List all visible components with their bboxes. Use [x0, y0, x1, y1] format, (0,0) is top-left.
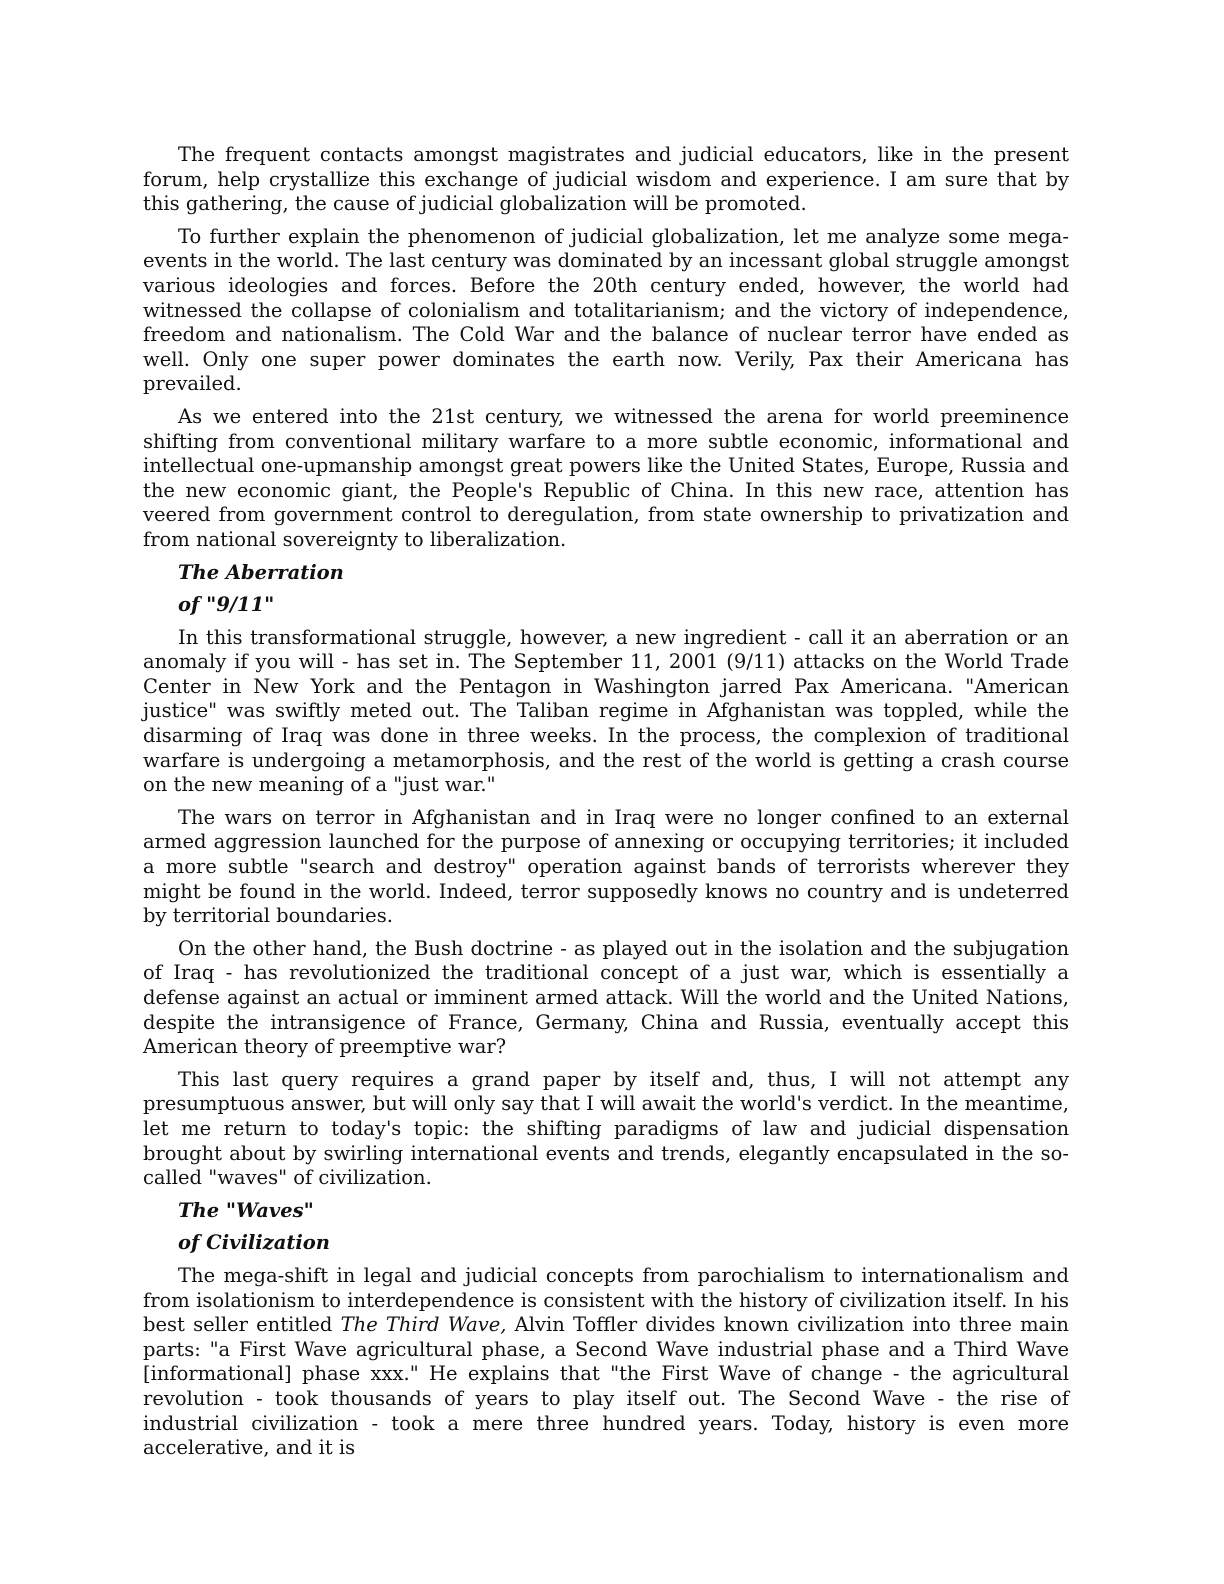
section-heading-waves-line1: The "Waves" — [178, 1198, 314, 1222]
section-heading-aberration-line1: The Aberration — [178, 560, 344, 584]
paragraph-21st-century: As we entered into the 21st century, we witnessed the arena for world preeminence shifting from conventional military warfare to a more subtle economic, informational and intellectual one-upmanship amongst great powers like the United States, Europe, Russia and the new economic giant, the People's Republic of China. In this new race, attention has veered from government control to deregulation, from state ownership to privatization and from national sovereignty to liberalization. — [143, 404, 1069, 551]
section-heading-aberration-line2: of "9/11" — [178, 593, 275, 617]
paragraph-judicial-contacts: The frequent contacts amongst magistrates and judicial educators, like in the present forum, help crystallize this exchange of judicial wisdom and experience. I am sure that by this gathering, the cause of judicial globalization will be promoted. — [143, 143, 1069, 216]
paragraph-bush-doctrine: On the other hand, the Bush doctrine - as played out in the isolation and the subjugation of Iraq - has revolutionized the traditional concept of a just war, which is essentially a defense against an actual or imminent armed attack. Will the world and the United Nations, despite the intransigence of France, Germany, China and Russia, eventually accept this American theory of preemptive war? — [143, 936, 1069, 1059]
paragraph-wars-on-terror: The wars on terror in Afghanistan and in Iraq were no longer confined to an external armed aggression launched for the purpose of annexing or occupying territories; it included a more subtle "search and destroy" operation against bands of terrorists wherever they might be found in the world. Indeed, terror supposedly knows no country and is undeterred by territorial boundaries. — [143, 805, 1069, 928]
book-title-third-wave: The Third Wave, — [340, 1313, 507, 1337]
section-heading-waves-line2: of Civilization — [178, 1231, 330, 1255]
section-heading-aberration — [178, 561, 1069, 618]
paragraph-mega-shift-text-start: The mega-shift in legal and judicial concepts from parochialism to internationalism and from isolationism to interdependence is consistent with the history of civilization itself. In his best seller entitled — [143, 1263, 1069, 1337]
paragraph-last-query: This last query requires a grand paper by itself and, thus, I will not attempt any presumptuous answer, but will only say that I will await the world's verdict. In the meantime, let me return to today's topic: the shifting paradigms of law and judicial dispensation brought about by swirling international events and trends, elegantly encapsulated in the so-called "waves" of civilization. — [143, 1067, 1069, 1190]
document-page — [143, 143, 1069, 1469]
paragraph-mega-shift-text-end: Alvin Toffler divides known civilization into three main parts: "a First Wave agricultural phase, a Second Wave industrial phase and a Third Wave [informational] phase xxx." He explains that "the First Wave of change - the agricultural revolution - took thousands of years to play itself out. The Second Wave - the rise of industrial civilization - took a mere three hundred years. Today, history is even more accelerative, and it is — [143, 1313, 1069, 1460]
section-heading-waves — [178, 1199, 1069, 1256]
paragraph-transformational-struggle: In this transformational struggle, however, a new ingredient - call it an aberration or an anomaly if you will - has set in. The September 11, 2001 (9/11) attacks on the World Trade Center in New York and the Pentagon in Washington jarred Pax Americana. "American justice" was swiftly meted out. The Taliban regime in Afghanistan was toppled, while the disarming of Iraq was done in three weeks. In the process, the complexion of traditional warfare is undergoing a metamorphosis, and the rest of the world is getting a crash course on the new meaning of a "just war." — [143, 625, 1069, 797]
paragraph-mega-events: To further explain the phenomenon of judicial globalization, let me analyze some mega-events in the world. The last century was dominated by an incessant global struggle amongst various ideologies and forces. Before the 20th century ended, however, the world had witnessed the collapse of colonialism and totalitarianism; and the victory of independence, freedom and nationalism. The Cold War and the balance of nuclear terror have ended as well. Only one super power dominates the earth now. Verily, Pax their Americana has prevailed. — [143, 224, 1069, 396]
paragraph-mega-shift — [143, 1264, 1069, 1461]
